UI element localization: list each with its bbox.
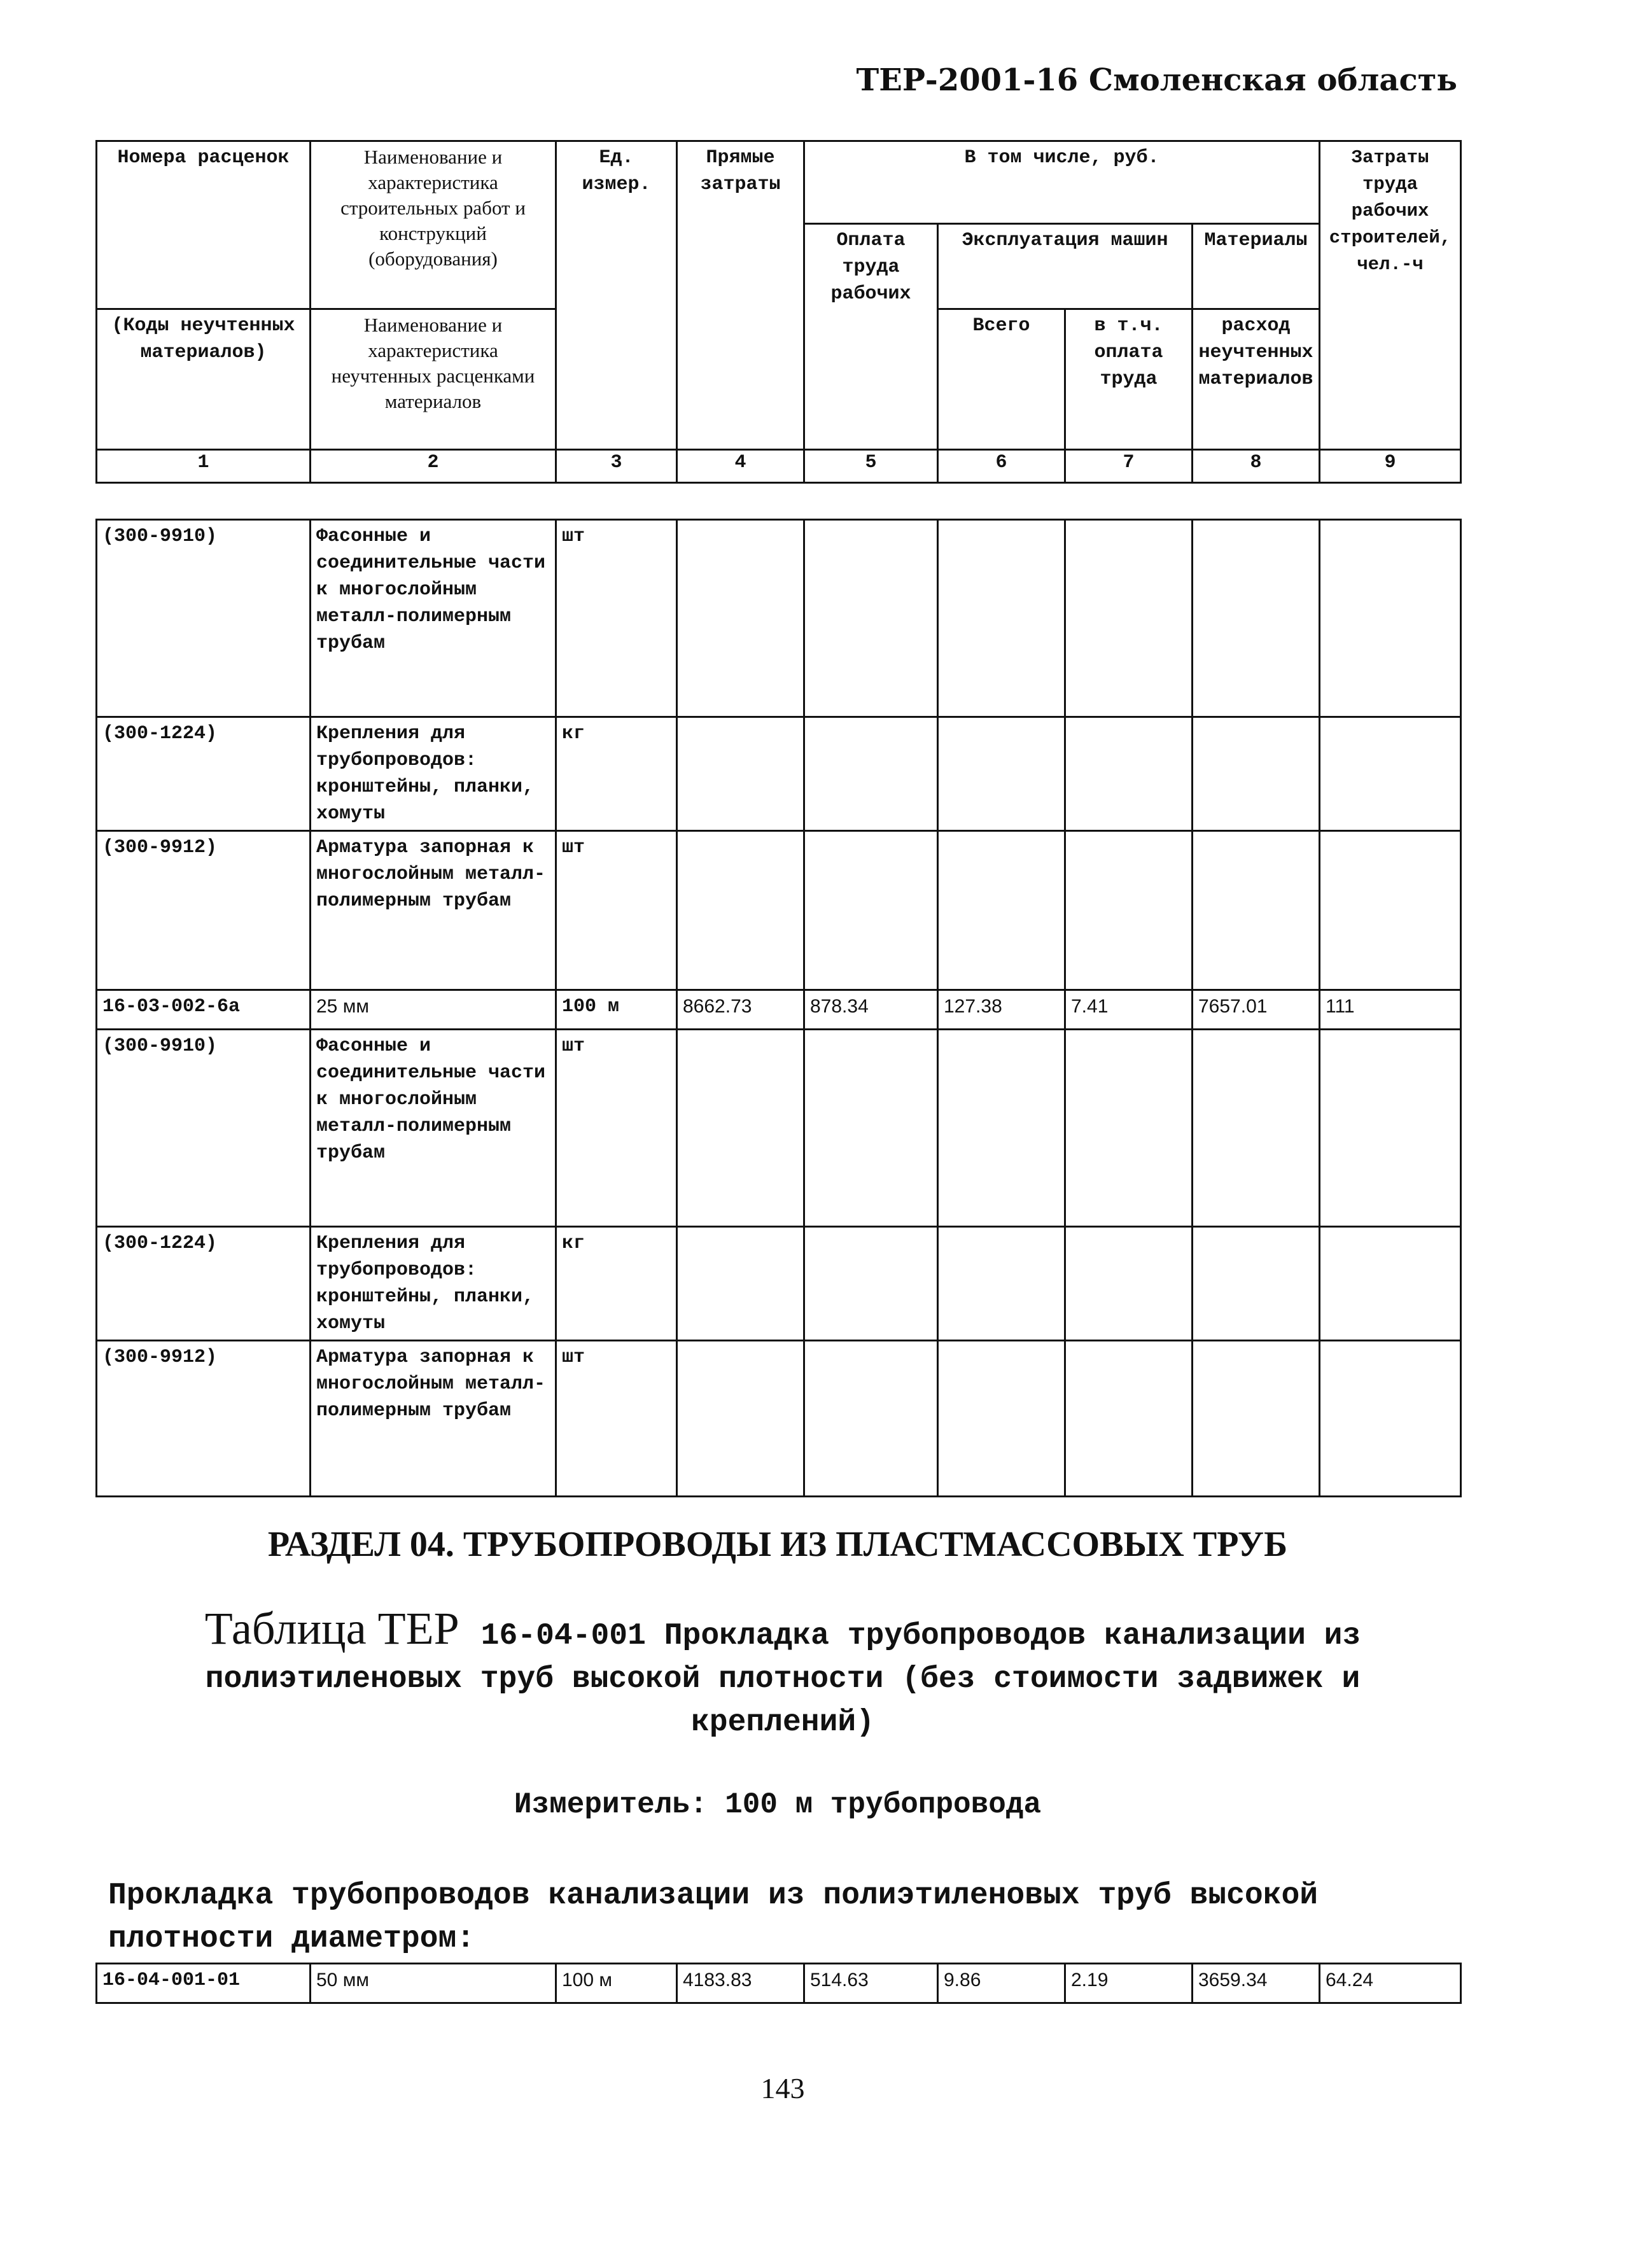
row-direct-costs xyxy=(677,1030,804,1227)
row-direct-costs xyxy=(677,1227,804,1341)
row-materials xyxy=(1193,1341,1320,1497)
header-unit: Ед. измер. xyxy=(556,141,677,450)
row-code: (300-1224) xyxy=(97,1227,311,1341)
column-header-table xyxy=(95,140,1462,484)
section-heading: РАЗДЕЛ 04. ТРУБОПРОВОДЫ ИЗ ПЛАСТМАССОВЫХ ТРУБ xyxy=(267,1525,1288,1564)
header-machines: Эксплуатация машин xyxy=(938,224,1193,309)
row-name: Фасонные и соединительные части к многослойным металл-полимерным трубам xyxy=(311,1030,556,1227)
row-unit: шт xyxy=(556,1341,677,1497)
row-labor xyxy=(1320,831,1461,990)
row-machines-wage xyxy=(1065,1030,1193,1227)
row-machines xyxy=(938,831,1065,990)
row-machines-wage: 2.19 xyxy=(1065,1964,1193,2003)
row-unit: шт xyxy=(556,1030,677,1227)
header-name: Наименование и характеристика строительных работ и конструкций (оборудования) xyxy=(311,141,556,309)
row-machines-wage xyxy=(1065,520,1193,717)
subheading: Прокладка трубопроводов канализации из полиэтиленовых труб высокой плотности диаметром: xyxy=(108,1879,1319,1956)
header-codes: Номера расценок xyxy=(97,141,311,309)
row-labor xyxy=(1320,1030,1461,1227)
column-number: 1 xyxy=(97,450,311,483)
row-name: 50 мм xyxy=(311,1964,556,2003)
row-unit: 100 м xyxy=(556,990,677,1030)
row-code: (300-9912) xyxy=(97,1341,311,1497)
row-name: 25 мм xyxy=(311,990,556,1030)
header-unaccounted-consumption: расход неучтенных материалов xyxy=(1193,309,1320,450)
row-machines xyxy=(938,1030,1065,1227)
row-name: Крепления для трубопроводов: кронштейны, планки, хомуты xyxy=(311,1227,556,1341)
running-header: ТЕР-2001-16 Смоленская область xyxy=(856,62,1457,98)
page-number: 143 xyxy=(760,2072,805,2104)
table-row xyxy=(97,717,1461,831)
row-materials xyxy=(1193,520,1320,717)
row-code: 16-04-001-01 xyxy=(97,1964,311,2003)
rates-table xyxy=(95,519,1462,1497)
row-direct-costs xyxy=(677,831,804,990)
header-labor-cost: Затраты труда рабочих строителей, чел.-ч xyxy=(1320,141,1461,450)
row-materials: 3659.34 xyxy=(1193,1964,1320,2003)
row-machines-wage: 7.41 xyxy=(1065,990,1193,1030)
table-row xyxy=(97,1341,1461,1497)
table-row xyxy=(97,1227,1461,1341)
row-code: (300-9910) xyxy=(97,1030,311,1227)
header-unaccounted-name: Наименование и характеристика неучтенных расценками материалов xyxy=(311,309,556,450)
row-direct-costs: 4183.83 xyxy=(677,1964,804,2003)
row-name: Арматура запорная к многослойным металл-полимерным трубам xyxy=(311,831,556,990)
row-unit: шт xyxy=(556,831,677,990)
row-unit: кг xyxy=(556,717,677,831)
measure-unit: Измеритель: 100 м трубопровода xyxy=(514,1788,1042,1821)
row-machines: 127.38 xyxy=(938,990,1065,1030)
header-materials: Материалы xyxy=(1193,224,1320,309)
row-wage xyxy=(804,1341,938,1497)
table-row xyxy=(97,1964,1461,2003)
row-code: (300-1224) xyxy=(97,717,311,831)
row-machines-wage xyxy=(1065,717,1193,831)
row-unit: шт xyxy=(556,520,677,717)
column-number: 5 xyxy=(804,450,938,483)
row-wage xyxy=(804,717,938,831)
header-machines-wage: в т.ч. оплата труда xyxy=(1065,309,1193,450)
row-machines xyxy=(938,717,1065,831)
row-machines-wage xyxy=(1065,1227,1193,1341)
column-number: 2 xyxy=(311,450,556,483)
header-wage: Оплата труда рабочих xyxy=(804,224,938,450)
table-title-label: Таблица ТЕР xyxy=(204,1603,459,1654)
table-row xyxy=(97,990,1461,1030)
column-number: 6 xyxy=(938,450,1065,483)
table-row xyxy=(97,1030,1461,1227)
row-name: Арматура запорная к многослойным металл-полимерным трубам xyxy=(311,1341,556,1497)
row-direct-costs xyxy=(677,717,804,831)
row-materials: 7657.01 xyxy=(1193,990,1320,1030)
header-unaccounted-codes: (Коды неучтенных материалов) xyxy=(97,309,311,450)
table-title-text: 16-04-001 Прокладка трубопроводов канализации из полиэтиленовых труб высокой плотности (без стоимости задвижек и креплений) xyxy=(205,1619,1361,1740)
row-direct-costs xyxy=(677,520,804,717)
row-machines-wage xyxy=(1065,831,1193,990)
row-materials xyxy=(1193,717,1320,831)
row-machines-wage xyxy=(1065,1341,1193,1497)
row-machines: 9.86 xyxy=(938,1964,1065,2003)
row-wage xyxy=(804,1030,938,1227)
row-wage xyxy=(804,831,938,990)
rates-table-continuation xyxy=(95,1963,1462,2004)
row-labor xyxy=(1320,717,1461,831)
row-name: Крепления для трубопроводов: кронштейны, планки, хомуты xyxy=(311,717,556,831)
row-machines xyxy=(938,520,1065,717)
row-unit: 100 м xyxy=(556,1964,677,2003)
row-code: (300-9912) xyxy=(97,831,311,990)
row-wage xyxy=(804,1227,938,1341)
row-code: (300-9910) xyxy=(97,520,311,717)
row-labor xyxy=(1320,520,1461,717)
row-labor xyxy=(1320,1341,1461,1497)
column-number: 8 xyxy=(1193,450,1320,483)
table-row xyxy=(97,520,1461,717)
column-number: 4 xyxy=(677,450,804,483)
row-materials xyxy=(1193,1030,1320,1227)
row-machines xyxy=(938,1341,1065,1497)
row-unit: кг xyxy=(556,1227,677,1341)
header-including: В том числе, руб. xyxy=(804,141,1320,224)
column-number: 3 xyxy=(556,450,677,483)
header-machines-total: Всего xyxy=(938,309,1065,450)
row-direct-costs: 8662.73 xyxy=(677,990,804,1030)
row-machines xyxy=(938,1227,1065,1341)
table-row xyxy=(97,831,1461,990)
row-name: Фасонные и соединительные части к многослойным металл-полимерным трубам xyxy=(311,520,556,717)
row-wage xyxy=(804,520,938,717)
header-direct-costs: Прямые затраты xyxy=(677,141,804,450)
row-materials xyxy=(1193,1227,1320,1341)
column-number: 9 xyxy=(1320,450,1461,483)
row-direct-costs xyxy=(677,1341,804,1497)
row-wage: 878.34 xyxy=(804,990,938,1030)
row-wage: 514.63 xyxy=(804,1964,938,2003)
row-code: 16-03-002-6а xyxy=(97,990,311,1030)
column-number: 7 xyxy=(1065,450,1193,483)
row-materials xyxy=(1193,831,1320,990)
table-title xyxy=(115,1603,1451,1744)
row-labor: 111 xyxy=(1320,990,1461,1030)
row-labor xyxy=(1320,1227,1461,1341)
row-labor: 64.24 xyxy=(1320,1964,1461,2003)
